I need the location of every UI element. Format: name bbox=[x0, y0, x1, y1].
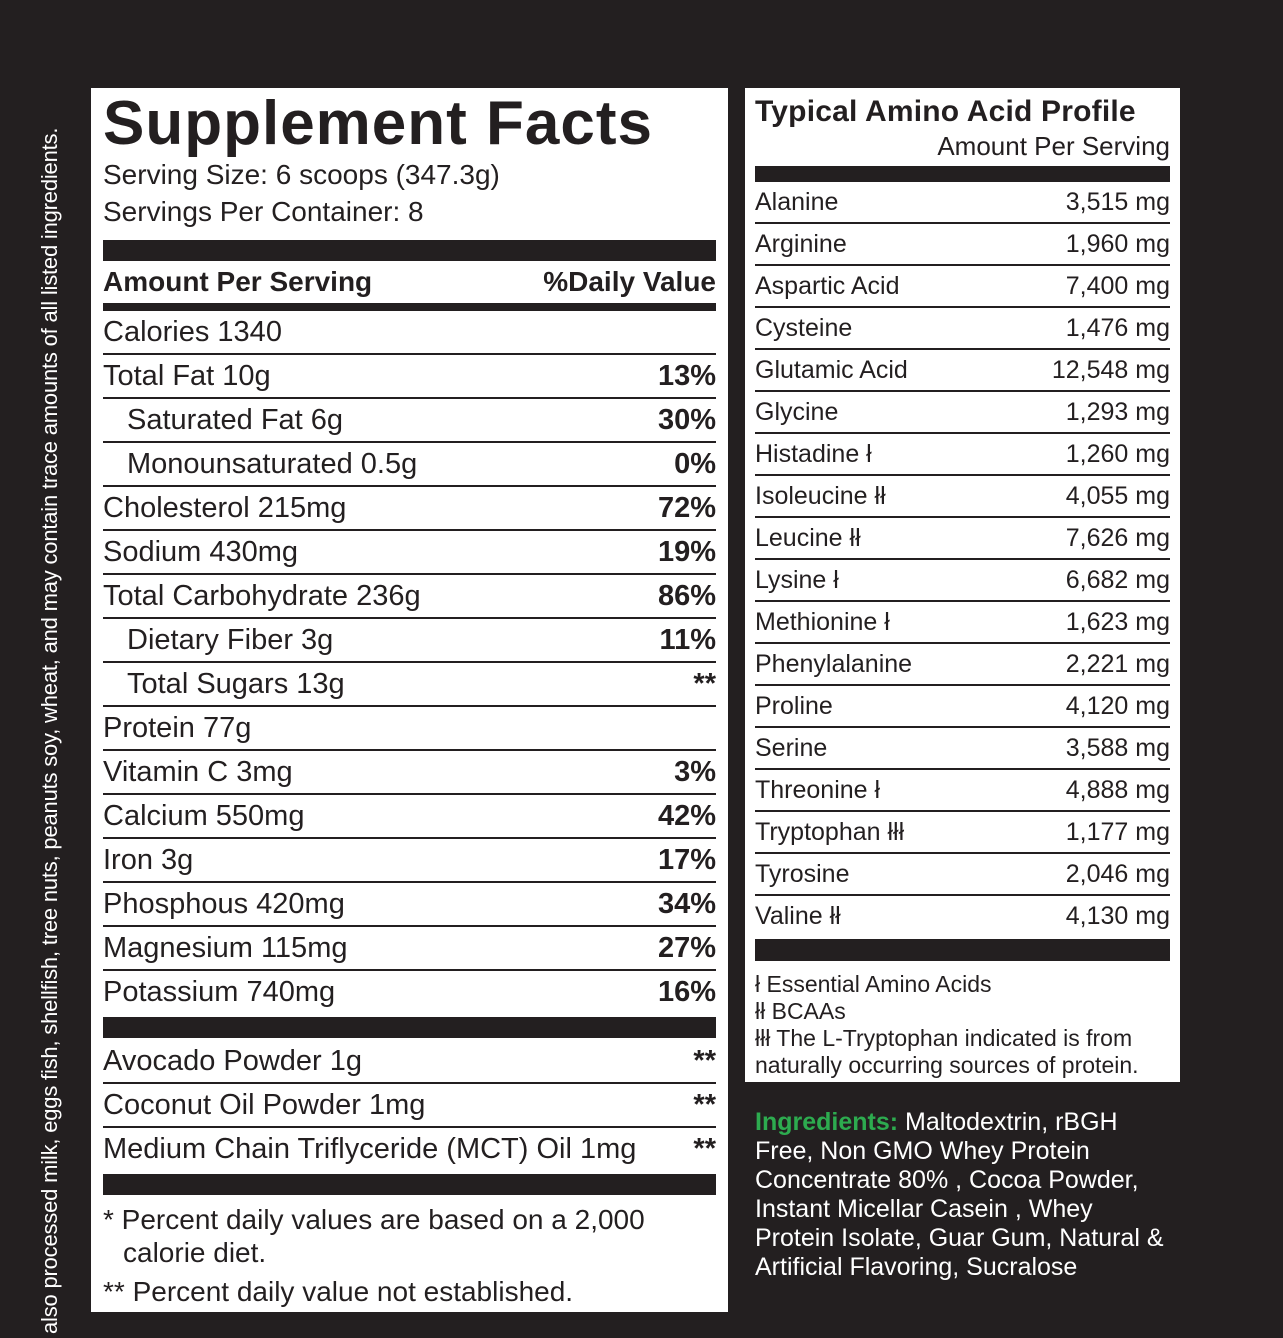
amino-acid-panel bbox=[745, 88, 1180, 1082]
amino-row: Glutamic Acid 12,548 mg bbox=[755, 350, 1170, 392]
nutrient-row: Saturated Fat 6g 30% bbox=[103, 399, 716, 443]
amount-per-serving-label: Amount Per Serving bbox=[103, 266, 373, 297]
extra-row: Coconut Oil Powder 1mg ** bbox=[103, 1084, 716, 1128]
nutrient-row: Monounsaturated 0.5g 0% bbox=[103, 443, 716, 487]
amino-row: Arginine 1,960 mg bbox=[755, 224, 1170, 266]
servings-per-container: Servings Per Container: 8 bbox=[103, 196, 424, 227]
divider-thick bbox=[755, 939, 1170, 961]
divider-thick bbox=[103, 1017, 716, 1038]
amino-subtitle: Amount Per Serving bbox=[937, 131, 1170, 161]
divider-thick bbox=[755, 166, 1170, 182]
amino-row: Tyrosine 2,046 mg bbox=[755, 854, 1170, 896]
extra-ingredient-rows bbox=[103, 1040, 716, 1170]
footnote-daily-values: * Percent daily values are based on a 2,000 calorie diet. bbox=[103, 1204, 645, 1268]
allergen-side-text: also processed milk, eggs fish, shellfish, tree nuts, peanuts soy, wheat, and may contain trace amounts of all listed ingredients. bbox=[37, 127, 62, 1334]
amino-row: Aspartic Acid 7,400 mg bbox=[755, 266, 1170, 308]
amino-row: Cysteine 1,476 mg bbox=[755, 308, 1170, 350]
amino-row: Alanine 3,515 mg bbox=[755, 182, 1170, 224]
divider-mid bbox=[103, 303, 716, 311]
nutrient-row: Calcium 550mg 42% bbox=[103, 795, 716, 839]
amino-row: Leucine łł 7,626 mg bbox=[755, 518, 1170, 560]
nutrient-row: Total Fat 10g 13% bbox=[103, 355, 716, 399]
ingredients-text: Maltodextrin, rBGH Free, Non GMO Whey Protein Concentrate 80% , Cocoa Powder, Instant Micellar Casein , Whey Protein Isolate, Guar Gum, Natural & Artificial Flavoring, Sucralose bbox=[755, 1108, 1164, 1281]
nutrient-row: Magnesium 115mg 27% bbox=[103, 927, 716, 971]
amino-row: Histadine ł 1,260 mg bbox=[755, 434, 1170, 476]
amino-title: Typical Amino Acid Profile bbox=[755, 95, 1136, 128]
nutrient-row: Calories 1340 bbox=[103, 311, 716, 355]
amino-row: Glycine 1,293 mg bbox=[755, 392, 1170, 434]
extra-row: Medium Chain Triflyceride (MCT) Oil 1mg ** bbox=[103, 1132, 716, 1165]
nutrient-rows bbox=[103, 311, 716, 1013]
amino-row: Serine 3,588 mg bbox=[755, 728, 1170, 770]
divider-thick bbox=[103, 1174, 716, 1195]
amino-row: Threonine ł 4,888 mg bbox=[755, 770, 1170, 812]
nutrient-row: Total Carbohydrate 236g 86% bbox=[103, 575, 716, 619]
nutrient-row: Phosphous 420mg 34% bbox=[103, 883, 716, 927]
serving-size: Serving Size: 6 scoops (347.3g) bbox=[103, 159, 500, 190]
nutrient-row: Dietary Fiber 3g 11% bbox=[103, 619, 716, 663]
footnote-not-established: ** Percent daily value not established. bbox=[103, 1276, 574, 1307]
nutrient-row: Protein 77g bbox=[103, 707, 716, 751]
nutrient-row: Total Sugars 13g ** bbox=[103, 663, 716, 707]
nutrient-row: Sodium 430mg 19% bbox=[103, 531, 716, 575]
amino-rows bbox=[755, 182, 1170, 936]
nutrient-row: Iron 3g 17% bbox=[103, 839, 716, 883]
amino-row: Methionine ł 1,623 mg bbox=[755, 602, 1170, 644]
divider-thick bbox=[103, 240, 716, 261]
extra-row: Avocado Powder 1g ** bbox=[103, 1040, 716, 1084]
amino-row: Valine łł 4,130 mg bbox=[755, 901, 1170, 930]
amino-row: Tryptophan łłł 1,177 mg bbox=[755, 812, 1170, 854]
daily-value-label: %Daily Value bbox=[543, 266, 716, 297]
legend-bcaa: łł BCAAs bbox=[755, 998, 846, 1024]
amino-row: Isoleucine łł 4,055 mg bbox=[755, 476, 1170, 518]
legend-essential: ł Essential Amino Acids bbox=[755, 971, 992, 997]
legend-tryptophan: łłł The L-Tryptophan indicated is from naturally occurring sources of protein. bbox=[755, 1025, 1139, 1078]
ingredients-block bbox=[755, 1108, 1165, 1282]
amino-row: Lysine ł 6,682 mg bbox=[755, 560, 1170, 602]
ingredients-label: Ingredients: bbox=[755, 1108, 899, 1136]
amino-row: Phenylalanine 2,221 mg bbox=[755, 644, 1170, 686]
nutrient-row: Potassium 740mg 16% bbox=[103, 975, 716, 1008]
nutrient-row: Vitamin C 3mg 3% bbox=[103, 751, 716, 795]
amino-row: Proline 4,120 mg bbox=[755, 686, 1170, 728]
facts-title: Supplement Facts bbox=[103, 89, 653, 158]
supplement-facts-panel bbox=[91, 88, 728, 1312]
nutrient-row: Cholesterol 215mg 72% bbox=[103, 487, 716, 531]
amount-header-row bbox=[103, 261, 716, 303]
